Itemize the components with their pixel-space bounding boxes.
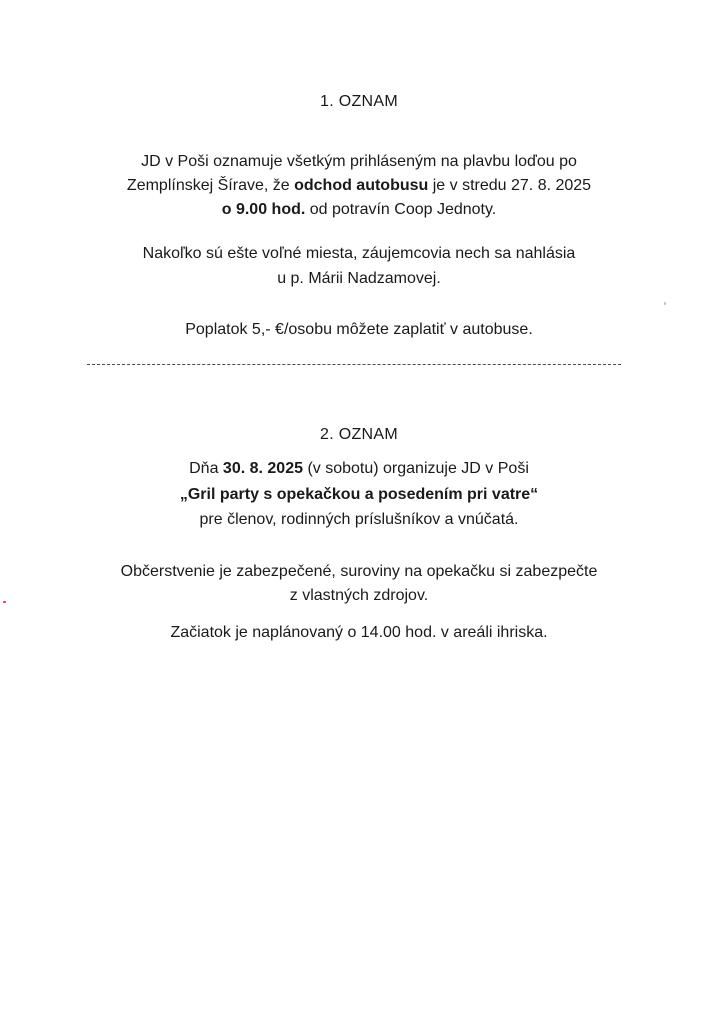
notice-2-para-3: Začiatok je naplánovaný o 14.00 hod. v areáli ihriska.	[170, 624, 548, 641]
bold-text: o 9.00 hod.	[221, 201, 306, 218]
notice-2-title: 2. OZNAM	[320, 426, 398, 443]
notice-1-para-1-line-1: JD v Poši oznamuje všetkým prihláseným na plavbu loďou po	[141, 153, 577, 170]
scan-speck	[3, 601, 6, 603]
notice-2-para-2-line-1: Občerstvenie je zabezpečené, suroviny na opekačku si zabezpečte	[120, 563, 598, 580]
bold-text: 30. 8. 2025	[222, 460, 303, 477]
text: Zemplínskej Šírave, že	[126, 177, 295, 194]
text: je v stredu 27. 8. 2025	[428, 177, 592, 194]
notice-1-para-1-line-2	[0, 176, 718, 196]
dashed-divider	[87, 364, 621, 365]
text: Dňa	[189, 460, 223, 477]
notice-1-para-2-line-1: Nakoľko sú ešte voľné miesta, záujemcovia nech sa nahlásia	[142, 245, 576, 262]
notice-2-para-2-line-2: z vlastných zdrojov.	[289, 587, 429, 604]
text: (v sobotu) organizuje JD v Poši	[303, 460, 529, 477]
notice-1-para-2-line-2: u p. Márii Nadzamovej.	[277, 270, 441, 287]
scan-speck	[664, 302, 666, 305]
notice-2-para-1-line-1	[0, 459, 718, 479]
notice-2-para-1-line-2	[0, 485, 718, 505]
bold-text: odchod autobusu	[294, 177, 429, 194]
notice-2-para-1-line-3: pre členov, rodinných príslušníkov a vnúčatá.	[199, 511, 519, 528]
text: od potravín Coop Jednoty.	[305, 201, 497, 218]
notice-1-title: 1. OZNAM	[320, 93, 398, 110]
notice-1-para-3: Poplatok 5,- €/osobu môžete zaplatiť v autobuse.	[185, 321, 533, 338]
bold-text: „Gril party s opekačkou a posedením pri vatre“	[179, 486, 539, 503]
notice-1-para-1-line-3	[0, 200, 718, 220]
